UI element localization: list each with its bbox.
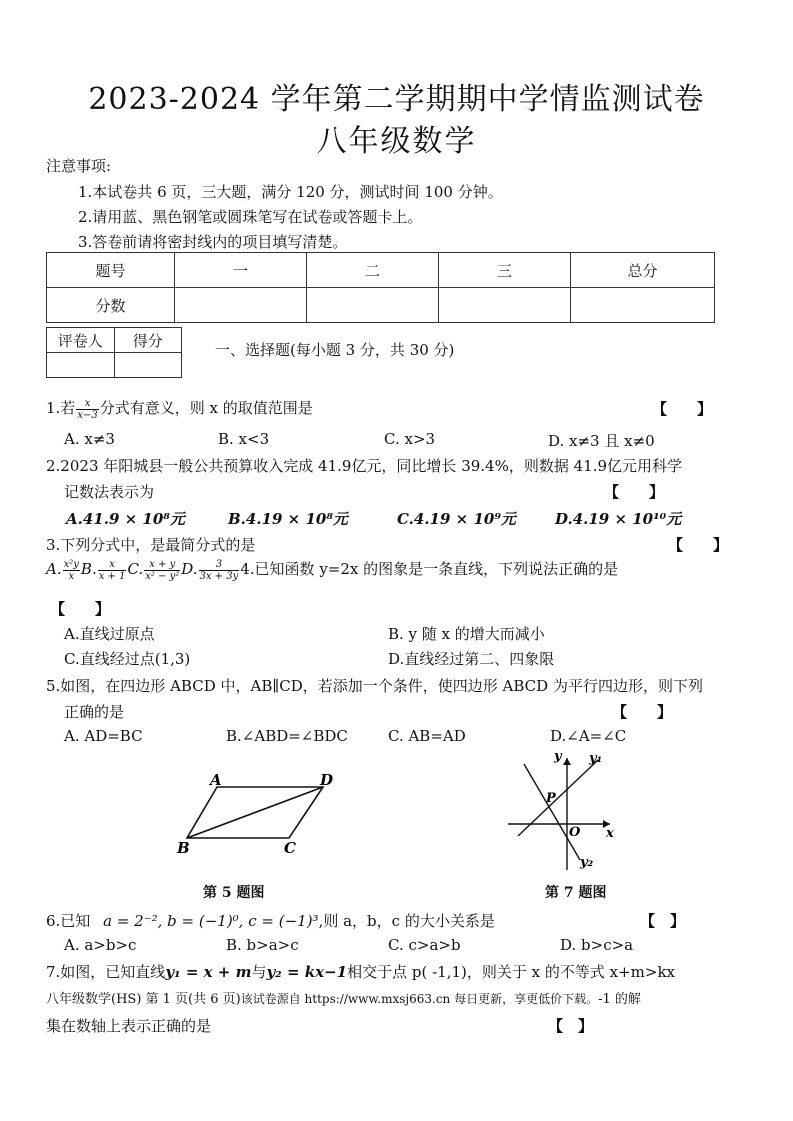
vertex-label: C: [284, 839, 296, 857]
option-a: A.41.9 × 10⁸元: [66, 510, 185, 528]
answer-bracket[interactable]: 【 】: [612, 703, 673, 721]
option-b: B.∠ABD=∠BDC: [226, 727, 348, 745]
question-6-stem: 6.已知 a = 2⁻², b = (−1)⁰, c = (−1)³,则 a，b，c 的大小关系是: [46, 912, 495, 930]
vertex-label: D: [320, 771, 334, 789]
vertex-label: B: [177, 839, 190, 857]
question-2-stem-cont: 记数法表示为: [64, 483, 155, 501]
page-footer: 八年级数学(HS) 第 1 页(共 6 页)该试卷源自 https://www.mxsj663.cn 每日更新，享更低价下载。-1 的解: [46, 992, 641, 1007]
figure-7-caption: 第 7 题图: [545, 885, 607, 901]
figure-7-graph: [500, 748, 630, 874]
answer-bracket[interactable]: 【 】: [652, 400, 713, 418]
question-5-stem-cont: 正确的是: [64, 703, 125, 721]
score-cell[interactable]: [307, 288, 439, 323]
option-c: C. c>a>b: [388, 936, 461, 954]
line-label: y₁: [589, 751, 603, 766]
option-b: B. y 随 x 的增大而减小: [388, 625, 545, 643]
vertex-label: A: [210, 771, 222, 789]
score-row-label: 分数: [47, 288, 175, 323]
origin-label: O: [569, 825, 581, 840]
figure-5-parallelogram: [170, 765, 350, 857]
option-c: C. x>3: [384, 430, 436, 448]
question-2-stem: 2.2023 年阳城县一般公共预算收入完成 41.9亿元，同比增长 39.4%，则数据 41.9亿元用科学: [46, 457, 683, 475]
exam-subject: 八年级数学: [316, 124, 477, 159]
option-c: C. AB=AD: [388, 727, 466, 745]
axis-label: y: [554, 749, 562, 764]
score-cell[interactable]: [175, 288, 307, 323]
grader-label: 评卷人: [47, 328, 115, 353]
option-c: C.4.19 × 10⁹元: [397, 510, 516, 528]
y-axis-arrow: [563, 758, 571, 765]
point-label: P: [546, 791, 556, 806]
answer-bracket[interactable]: 【 】: [604, 483, 665, 501]
score-header-cell: 总分: [571, 253, 715, 288]
figure-5-caption: 第 5 题图: [203, 885, 265, 901]
question-7-stem: 7.如图，已知直线y₁ = x + m与y₂ = kx−1相交于点 p( -1,1)，则关于 x 的不等式 x+m>kx: [46, 963, 676, 981]
option-d: D. x≠3 且 x≠0: [548, 432, 655, 450]
option-a: A. x≠3: [64, 430, 115, 448]
math-expression: a = 2⁻², b = (−1)⁰, c = (−1)³: [103, 912, 319, 930]
option-b: B.4.19 × 10⁸元: [228, 510, 348, 528]
notes-heading: 注意事项:: [46, 157, 112, 175]
note-item: 2.请用蓝、黑色钢笔或圆珠笔写在试卷或答题卡上。: [78, 208, 423, 226]
answer-bracket[interactable]: 【 】: [548, 1017, 594, 1035]
option-b: B. b>a>c: [226, 936, 299, 954]
grader-score-cell[interactable]: [114, 353, 182, 378]
section-heading: 一、选择题(每小题 3 分，共 30 分): [215, 341, 455, 359]
score-cell[interactable]: [571, 288, 715, 323]
grader-cell[interactable]: [47, 353, 115, 378]
question-4-stem: 4.已知函数 y=2x 的图象是一条直线，下列说法正确的是: [240, 560, 619, 578]
option-d: D.4.19 × 10¹⁰元: [555, 510, 682, 528]
exam-title: 2023-2024 学年第二学期期中学情监测试卷: [88, 82, 705, 117]
answer-bracket[interactable]: 【 】: [668, 536, 729, 554]
grader-score-label: 得分: [114, 328, 182, 353]
score-header-cell: 题号: [47, 253, 175, 288]
score-table: [46, 252, 715, 323]
answer-bracket[interactable]: 【 】: [50, 600, 111, 618]
answer-bracket[interactable]: 【 】: [640, 912, 686, 930]
math-expression: y₂ = kx−1: [266, 963, 348, 981]
question-3-options: A. $\frac{\text{x²y}}{x}$ B. $\frac{x}{x + 1}$ C. $\frac{x + y}{\text{x² − y²}}$ D. $\frac{3}{3x + 3y}$ 4.已知函数 y=2x 的图象是一条直线，下列说法正确的是: [46, 558, 619, 582]
score-cell[interactable]: [439, 288, 571, 323]
score-header-cell: 一: [175, 253, 307, 288]
grader-table: [46, 327, 182, 378]
option-d: D.直线经过第二、四象限: [388, 650, 555, 668]
question-7-stem-cont: 集在数轴上表示正确的是: [46, 1017, 212, 1035]
question-1-stem: 1.若 $\frac{x}{x-3}$ 分式有意义，则 x 的取值范围是: [46, 397, 313, 421]
option-d: D.∠A=∠C: [550, 727, 627, 745]
score-header-cell: 三: [439, 253, 571, 288]
option-c: C.直线经过点(1,3): [64, 650, 191, 668]
diagonal-bd: [187, 787, 323, 838]
question-3-stem: 3.下列分式中，是最简分式的是: [46, 536, 256, 554]
line-label: y₂: [580, 855, 594, 870]
question-5-stem: 5.如图，在四边形 ABCD 中，AB∥CD，若添加一个条件，使四边形 ABCD 为平行四边形，则下列: [46, 677, 703, 695]
fraction: $\frac{x}{x-3}$: [77, 397, 98, 421]
score-header-cell: 二: [307, 253, 439, 288]
option-d: D. b>c>a: [560, 936, 634, 954]
footer-ad: 该试卷源自 https://www.mxsj663.cn 每日更新，享更低价下载。: [240, 992, 599, 1006]
option-a: A. AD=BC: [64, 727, 143, 745]
note-item: 3.答卷前请将密封线内的项目填写清楚。: [78, 233, 348, 251]
option-a: A. a>b>c: [64, 936, 137, 954]
axis-label: x: [606, 826, 614, 841]
line-y2: [524, 764, 580, 860]
option-b: B. x<3: [218, 430, 270, 448]
option-a: A.直线过原点: [64, 625, 155, 643]
note-item: 1.本试卷共 6 页，三大题，满分 120 分，测试时间 100 分钟。: [78, 183, 503, 201]
math-expression: y₁ = x + m: [165, 963, 252, 981]
